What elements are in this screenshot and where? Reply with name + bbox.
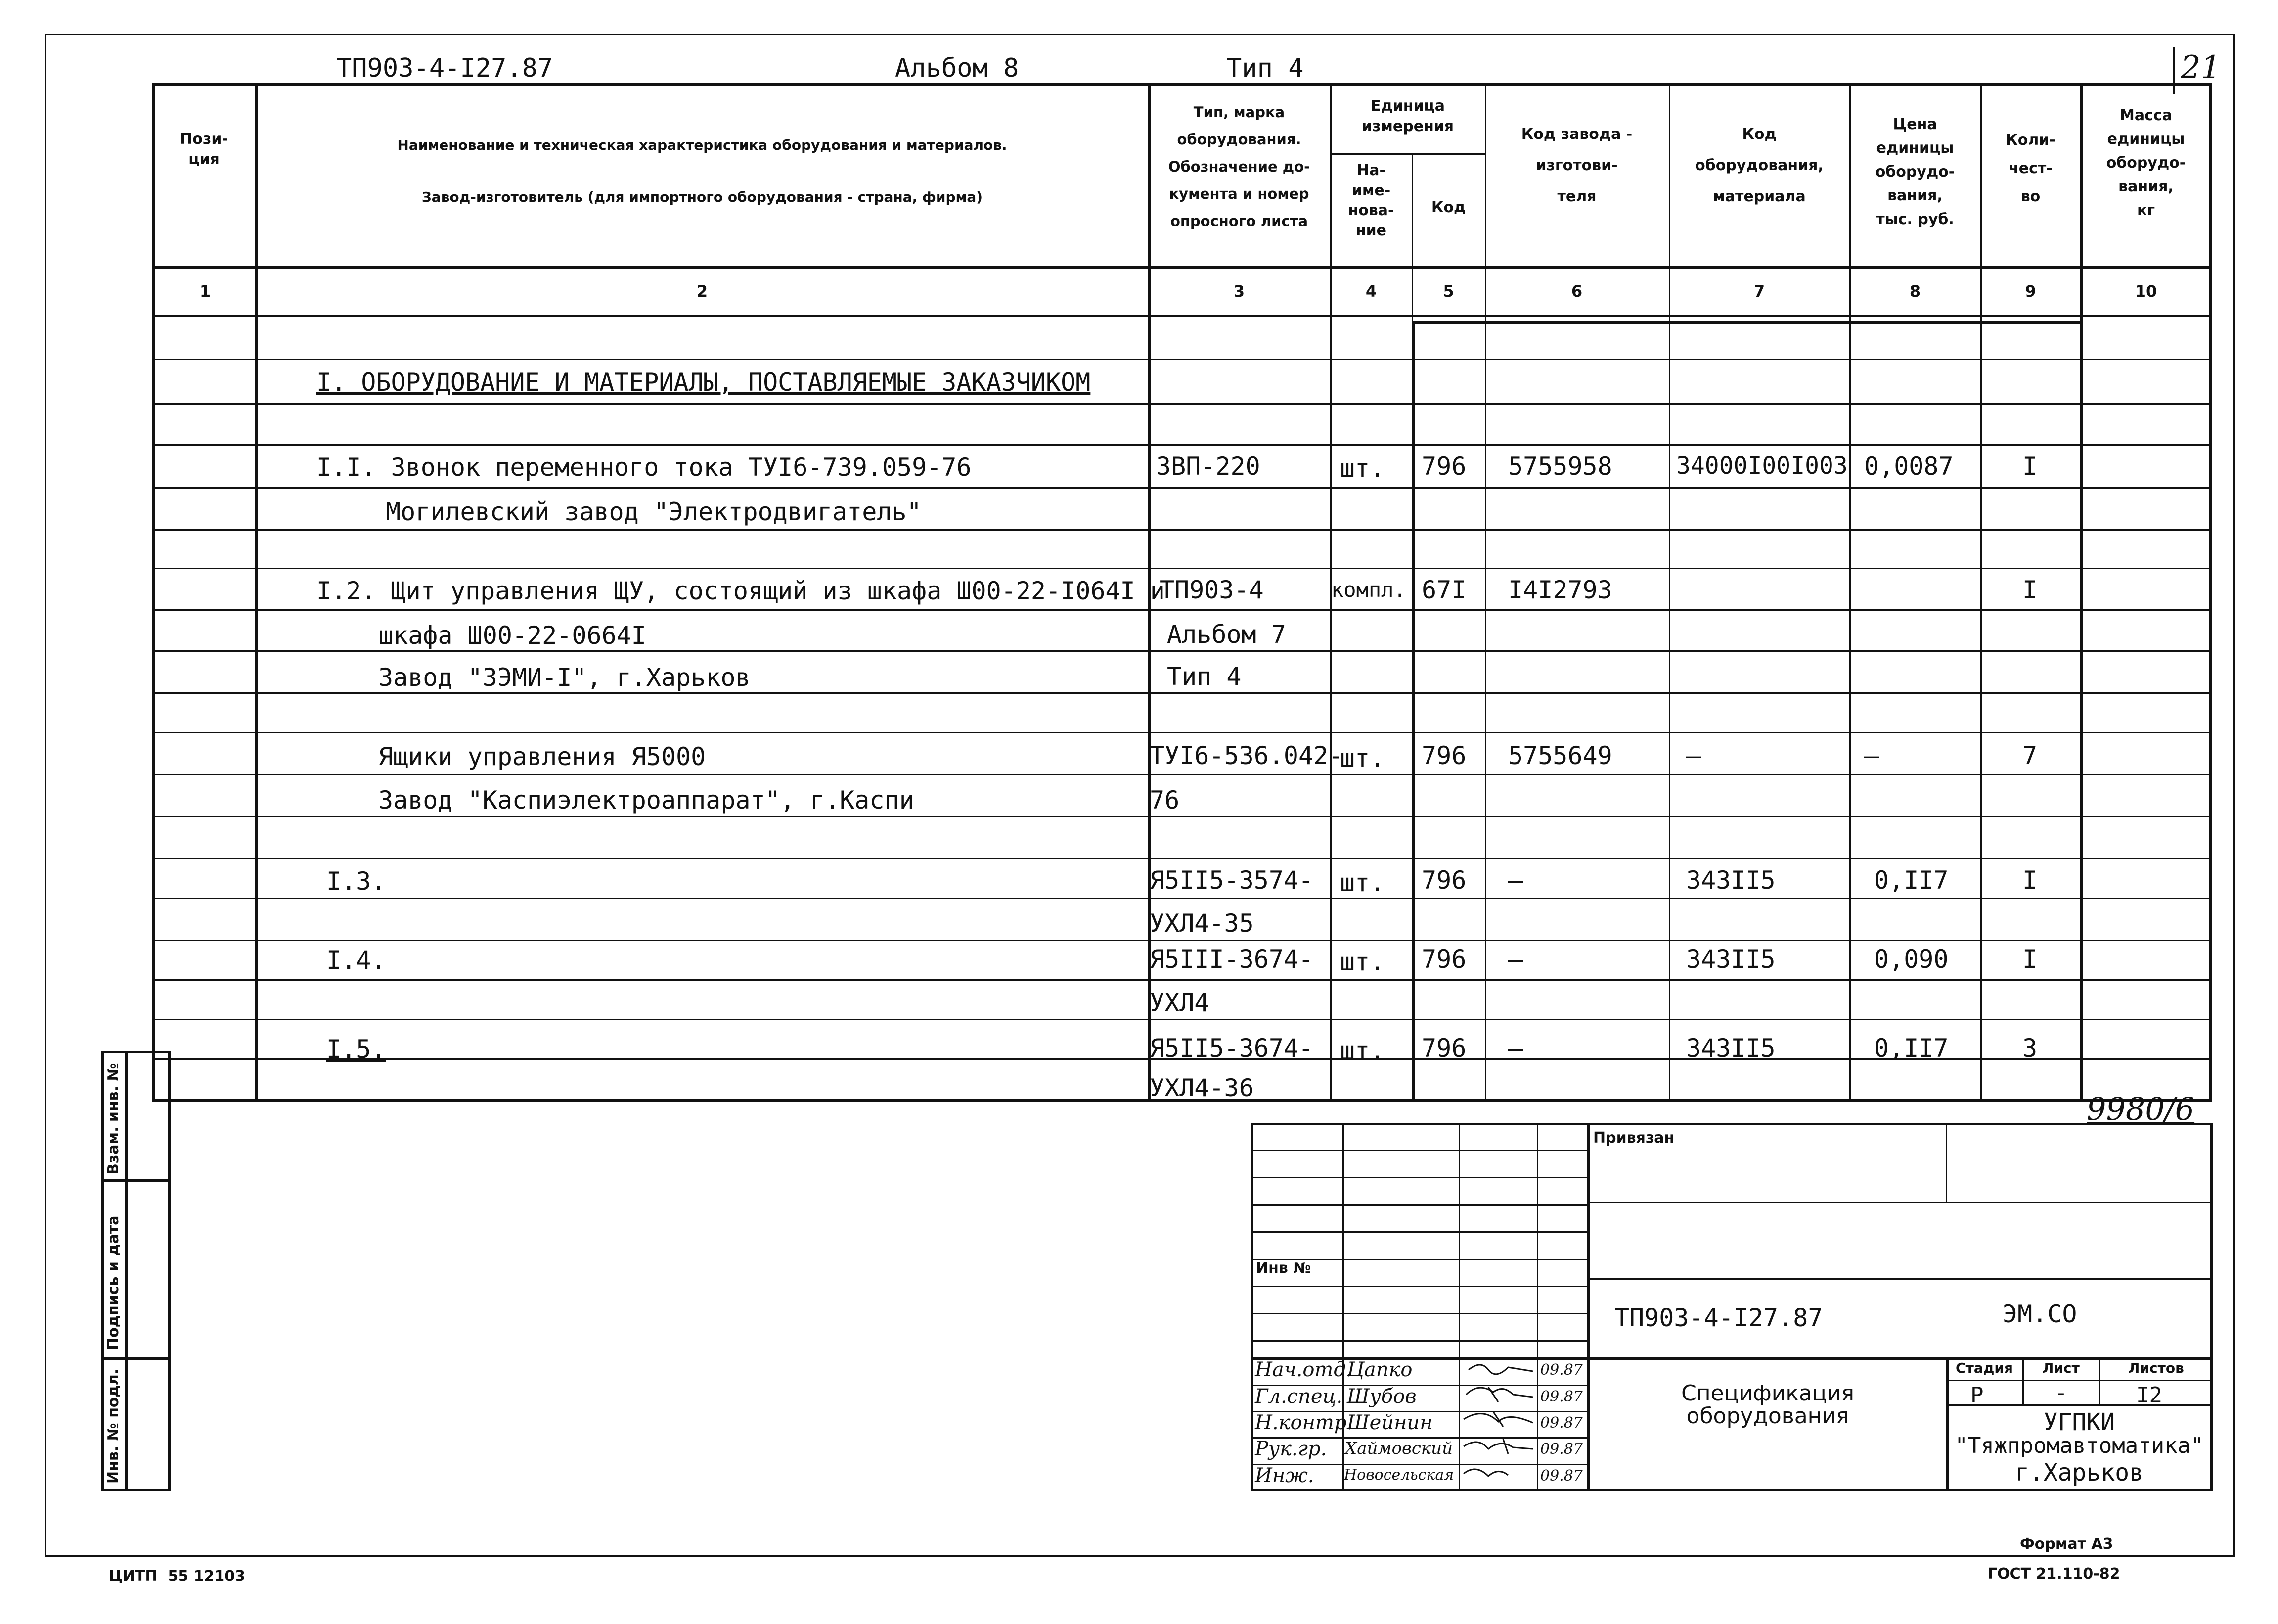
row-line <box>152 940 2212 941</box>
stamp-privyazan-divider <box>1946 1123 1947 1202</box>
item-1-2-maker: Завод "ЗЭМИ-I", г.Харьков <box>378 663 751 692</box>
data-frame-left <box>1412 321 1415 1102</box>
stamp-v4 <box>1587 1123 1590 1491</box>
numbers-bottom-line <box>152 315 2212 317</box>
item-1-4-type-2: УХЛ4 <box>1150 989 1209 1017</box>
item-boxes-unit: шт. <box>1340 744 1385 772</box>
item-1-3-unit-code: 796 <box>1422 866 1467 895</box>
col-header-equip-code: Код оборудования, материала <box>1695 126 1824 205</box>
row-line <box>152 529 2212 531</box>
signature-scribbles <box>1459 1357 1538 1491</box>
row-line <box>152 979 2212 981</box>
col-number: 2 <box>696 282 708 301</box>
item-1-5-type-2: УХЛ4-36 <box>1150 1074 1254 1102</box>
col-header-qty: Коли- чест- во <box>2006 132 2055 205</box>
item-boxes-equip-code: – <box>1686 741 1701 770</box>
item-boxes-name: Ящики управления Я5000 <box>378 742 706 771</box>
item-1-5-equip-code: 343II5 <box>1686 1034 1776 1063</box>
col-number: 3 <box>1233 282 1245 301</box>
item-1-1-unit: шт. <box>1340 454 1385 483</box>
stamp-inv-no-label: Инв № <box>1256 1260 1311 1277</box>
stamp-org-3: г.Харьков <box>2014 1459 2144 1487</box>
col-header-unit-code: Код <box>1431 199 1466 216</box>
stamp-stage-value: Р <box>1970 1383 1984 1408</box>
stamp-name: Хаймовский <box>1345 1439 1453 1458</box>
col-header-position: Пози- ция <box>180 131 228 168</box>
stamp-date: 09.87 <box>1540 1414 1583 1432</box>
stamp-date: 09.87 <box>1540 1388 1583 1405</box>
row-line <box>152 1019 2212 1020</box>
stamp-name: Цапко <box>1347 1358 1413 1381</box>
col-divider-8 <box>1980 83 1982 1102</box>
stamp-org-1: УГПКИ <box>2043 1408 2115 1436</box>
stamp-role: Нач.отд. <box>1255 1358 1352 1381</box>
item-1-5-unit: шт. <box>1340 1037 1385 1065</box>
item-1-1-maker: Могилевский завод "Электродвигатель" <box>386 497 922 526</box>
header-type: Тип 4 <box>1226 53 1304 83</box>
stamp-date: 09.87 <box>1540 1467 1583 1485</box>
stamp-stage-label: Стадия <box>1956 1360 2013 1376</box>
col-divider-1 <box>255 83 258 1102</box>
col-header-price: Цена единицы оборудо- вания, тыс. руб. <box>1875 116 1955 228</box>
item-1-2-type-2: Альбом 7 <box>1167 620 1286 649</box>
stamp-org-2: "Тяжпромавтоматика" <box>1955 1433 2204 1458</box>
data-frame-top <box>1412 321 2080 324</box>
col-header-unit-group: Единица измерения <box>1361 97 1454 135</box>
item-1-4-name: I.4. <box>326 946 386 975</box>
item-1-2-type-1: ТП903-4 <box>1160 576 1264 604</box>
item-1-4-unit: шт. <box>1340 947 1385 976</box>
header-doc-code: ТП903-4-I27.87 <box>336 53 553 83</box>
row-line <box>152 692 2212 694</box>
row-line <box>152 898 2212 899</box>
stamp-name: Шубов <box>1347 1385 1417 1408</box>
item-boxes-type-2: 76 <box>1150 786 1180 814</box>
stamp-sheet-label: Лист <box>2042 1360 2080 1376</box>
row-line <box>152 816 2212 817</box>
row-line <box>152 568 2212 569</box>
stamp-doc-title: Спецификация оборудования <box>1681 1381 1854 1429</box>
row-line <box>152 774 2212 775</box>
item-1-2-name-cont: шкафа Ш00-22-0664I <box>378 621 646 650</box>
stamp-row-line <box>1251 1231 1587 1233</box>
stamp-row-line <box>1251 1340 1587 1342</box>
stamp-role: Н.контр. <box>1255 1411 1353 1434</box>
item-1-1-qty: I <box>2022 452 2038 481</box>
item-1-3-type-2: УХЛ4-35 <box>1150 909 1254 938</box>
stamp-name: Шейнин <box>1347 1411 1433 1434</box>
stamp-sheets-value: I2 <box>2136 1383 2162 1408</box>
item-1-2-plant-code: I4I2793 <box>1508 576 1612 604</box>
stamp-sheet-value: - <box>2055 1380 2068 1405</box>
stamp-sheets-label: Листов <box>2128 1360 2184 1376</box>
header-bottom-line <box>152 266 2212 269</box>
item-1-4-qty: I <box>2022 945 2038 974</box>
col-header-unit-name: На- име- нова- ние <box>1348 162 1394 239</box>
item-1-5-qty: 3 <box>2022 1034 2038 1063</box>
col-number: 1 <box>199 282 211 301</box>
item-1-5-price: 0,II7 <box>1874 1034 1949 1063</box>
item-boxes-qty: 7 <box>2022 741 2038 770</box>
item-boxes-price: – <box>1864 741 1879 770</box>
stamp-privyazan-bottom <box>1587 1202 2213 1203</box>
footer-format: Формат А3 <box>2020 1535 2113 1553</box>
item-1-2-unit: компл. <box>1331 578 1406 602</box>
footer-gost: ГОСТ 21.110-82 <box>1988 1565 2120 1582</box>
row-line <box>152 444 2212 446</box>
col-number: 4 <box>1365 282 1377 301</box>
item-1-4-unit-code: 796 <box>1422 945 1467 974</box>
item-1-2-name: I.2. Щит управления ЩУ, состоящий из шкафа Ш00-22-I064I и <box>316 577 1165 605</box>
item-1-1-equip-code: 34000I00I003 <box>1676 452 1848 480</box>
binding-strip-line-1 <box>101 1179 171 1182</box>
row-line <box>152 359 2212 360</box>
stamp-date: 09.87 <box>1540 1361 1583 1379</box>
stamp-stage-value-line <box>1946 1404 2213 1406</box>
section-title: I. ОБОРУДОВАНИЕ И МАТЕРИАЛЫ, ПОСТАВЛЯЕМЫЕ ЗАКАЗЧИКОМ <box>316 368 1091 397</box>
col-header-name-line1: Наименование и техническая характеристика оборудования и материалов. <box>397 137 1007 153</box>
stamp-row-line <box>1251 1150 1587 1151</box>
row-line <box>152 650 2212 652</box>
item-1-5-name: I.5. <box>326 1035 386 1064</box>
item-1-2-type-3: Тип 4 <box>1167 662 1242 691</box>
header-album: Альбом 8 <box>895 53 1019 83</box>
item-boxes-plant-code: 5755649 <box>1508 741 1612 770</box>
col-number: 6 <box>1571 282 1583 301</box>
item-1-1-unit-code: 796 <box>1422 452 1467 481</box>
col-number: 9 <box>2025 282 2036 301</box>
stamp-row-line <box>1251 1286 1587 1287</box>
side-label-podpis: Подпись и дата <box>105 1215 122 1350</box>
item-1-5-type-1: Я5II5-3674- <box>1150 1034 1314 1063</box>
side-label-vzam: Взам. инв. № <box>105 1063 122 1174</box>
item-1-1-type: ЗВП-220 <box>1156 452 1260 481</box>
item-boxes-maker: Завод "Каспиэлектроаппарат", г.Каспи <box>378 786 914 814</box>
binding-strip-divider <box>125 1051 128 1491</box>
side-label-inv-podl: Инв. № подл. <box>105 1368 122 1484</box>
col-divider-6 <box>1669 83 1670 1102</box>
stamp-role: Инж. <box>1255 1464 1314 1487</box>
footer-left-code: ЦИТП 55 12103 <box>109 1568 245 1585</box>
stamp-code-top <box>1587 1278 2213 1280</box>
item-1-3-name: I.3. <box>326 867 386 896</box>
stamp-row-line <box>1251 1177 1587 1178</box>
item-1-2-unit-code: 67I <box>1422 576 1467 604</box>
item-1-4-plant-code: – <box>1508 945 1523 974</box>
row-line <box>152 487 2212 489</box>
item-1-4-price: 0,090 <box>1874 945 1949 974</box>
item-1-4-equip-code: 343II5 <box>1686 945 1776 974</box>
stamp-date: 09.87 <box>1540 1441 1583 1458</box>
item-1-3-plant-code: – <box>1508 866 1523 895</box>
col-number: 8 <box>1909 282 1921 301</box>
stamp-doc-code: ТП903-4-I27.87 <box>1614 1304 1823 1332</box>
col-divider-9 <box>2080 83 2083 1102</box>
item-1-4-type-1: Я5III-3674- <box>1150 945 1314 974</box>
item-1-1-plant-code: 5755958 <box>1508 452 1612 481</box>
row-line <box>152 858 2212 859</box>
stamp-doc-mark: ЭМ.СО <box>2003 1300 2077 1328</box>
stamp-name: Новосельская <box>1344 1466 1454 1484</box>
row-line <box>152 609 2212 611</box>
col-number: 10 <box>2135 282 2157 301</box>
item-1-2-qty: I <box>2022 576 2038 604</box>
stamp-row-line <box>1251 1204 1587 1206</box>
col-header-mass: Масса единицы оборудо- вания, кг <box>2106 107 2186 219</box>
binding-strip-line-2 <box>101 1357 171 1360</box>
col-header-type: Тип, марка оборудования. Обозначение до- кумента и номер опросного листа <box>1168 104 1310 230</box>
stamp-privyazan-label: Привязан <box>1593 1129 1675 1147</box>
item-1-1-name: I.I. Звонок переменного тока ТУI6-739.059-76 <box>316 453 972 482</box>
item-1-5-unit-code: 796 <box>1422 1034 1467 1063</box>
item-1-1-price: 0,0087 <box>1864 452 1954 481</box>
col-number: 7 <box>1753 282 1765 301</box>
sheet-number: 21 <box>2181 49 2221 86</box>
col-header-plant-code: Код завода - изготови- теля <box>1521 126 1633 205</box>
item-1-3-price: 0,II7 <box>1874 866 1949 895</box>
stamp-role: Гл.спец. <box>1255 1385 1343 1408</box>
unit-group-line <box>1330 153 1485 155</box>
item-1-3-type-1: Я5II5-3574- <box>1150 866 1314 895</box>
stamp-role: Рук.гр. <box>1255 1438 1327 1460</box>
item-1-5-plant-code: – <box>1508 1034 1523 1063</box>
col-header-name-line2: Завод-изготовитель (для импортного оборудования - страна, фирма) <box>421 189 983 205</box>
col-divider-5 <box>1485 83 1486 1102</box>
row-line <box>152 732 2212 733</box>
col-number: 5 <box>1443 282 1454 301</box>
item-boxes-type-1: ТУI6-536.042- <box>1150 741 1343 770</box>
item-boxes-unit-code: 796 <box>1422 741 1467 770</box>
row-line <box>152 403 2212 405</box>
item-1-3-equip-code: 343II5 <box>1686 866 1776 895</box>
col-divider-7 <box>1849 83 1851 1102</box>
item-1-3-unit: шт. <box>1340 868 1385 897</box>
stamp-stage-header-line <box>1946 1380 2213 1381</box>
stamp-row-line <box>1251 1313 1587 1314</box>
item-1-3-qty: I <box>2022 866 2038 895</box>
archive-number: 9980/6 <box>2087 1091 2195 1127</box>
